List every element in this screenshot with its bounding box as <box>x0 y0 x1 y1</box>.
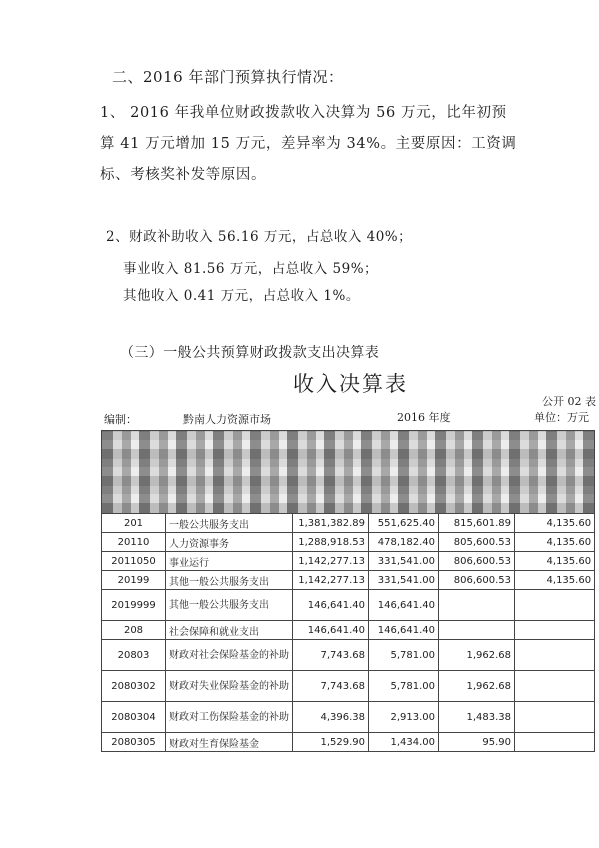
row-fiscal: 5,781.00 <box>369 671 439 702</box>
row-total: 1,288,918.53 <box>293 533 369 552</box>
row-code: 20803 <box>102 640 166 671</box>
unit-label: 单位：万元 <box>534 411 589 424</box>
row-fiscal: 146,641.40 <box>369 621 439 640</box>
row-code: 208 <box>102 621 166 640</box>
org-label: 编制： <box>104 413 137 426</box>
row-fiscal: 2,913.00 <box>369 702 439 733</box>
table-row <box>102 621 595 640</box>
row-other <box>515 733 595 752</box>
table-row <box>102 571 595 590</box>
table-row <box>102 671 595 702</box>
row-code: 2080304 <box>102 702 166 733</box>
paragraph1-line1: 1、 2016 年我单位财政拨款收入决算为 56 万元，比年初预 <box>100 105 507 121</box>
row-total: 7,743.68 <box>293 671 369 702</box>
row-total: 146,641.40 <box>293 590 369 621</box>
row-business: 805,600.53 <box>439 533 515 552</box>
row-business: 806,600.53 <box>439 571 515 590</box>
paragraph1-line3: 标、考核奖补发等原因。 <box>100 167 267 183</box>
row-fiscal: 551,625.40 <box>369 514 439 533</box>
row-name: 一般公共服务支出 <box>166 514 293 533</box>
row-business: 1,962.68 <box>439 671 515 702</box>
row-name: 其他一般公共服务支出 <box>166 590 293 621</box>
row-other: 4,135.60 <box>515 533 595 552</box>
row-name: 财政对失业保险基金的补助 <box>166 671 293 702</box>
row-code: 20110 <box>102 533 166 552</box>
row-business: 95.90 <box>439 733 515 752</box>
year-label: 2016 年度 <box>397 411 451 424</box>
row-other <box>515 671 595 702</box>
row-name: 人力资源事务 <box>166 533 293 552</box>
row-other <box>515 621 595 640</box>
row-business <box>439 590 515 621</box>
row-total: 1,142,277.13 <box>293 552 369 571</box>
row-total: 1,142,277.13 <box>293 571 369 590</box>
row-fiscal: 478,182.40 <box>369 533 439 552</box>
table-row <box>102 533 595 552</box>
row-total: 1,529.90 <box>293 733 369 752</box>
row-code: 2080302 <box>102 671 166 702</box>
row-name: 财政对工伤保险基金的补助 <box>166 702 293 733</box>
paragraph2-line3: 其他收入 0.41 万元，占总收入 1%。 <box>123 288 360 304</box>
row-total: 7,743.68 <box>293 640 369 671</box>
row-other: 4,135.60 <box>515 571 595 590</box>
row-business: 1,483.38 <box>439 702 515 733</box>
row-business: 815,601.89 <box>439 514 515 533</box>
row-code: 201 <box>102 514 166 533</box>
expenditure-table <box>101 430 595 752</box>
row-fiscal: 331,541.00 <box>369 571 439 590</box>
row-business <box>439 621 515 640</box>
row-name: 社会保障和就业支出 <box>166 621 293 640</box>
row-total: 4,396.38 <box>293 702 369 733</box>
org-name: 黔南人力资源市场 <box>183 413 271 426</box>
row-business: 1,962.68 <box>439 640 515 671</box>
table-row <box>102 733 595 752</box>
table-header-row <box>102 431 595 514</box>
section-heading: 二、2016 年部门预算执行情况： <box>112 68 344 86</box>
table-row <box>102 552 595 571</box>
row-code: 20199 <box>102 571 166 590</box>
row-other: 4,135.60 <box>515 552 595 571</box>
row-code: 2011050 <box>102 552 166 571</box>
row-code: 2080305 <box>102 733 166 752</box>
table-row <box>102 640 595 671</box>
table-row <box>102 514 595 533</box>
row-code: 2019999 <box>102 590 166 621</box>
row-fiscal: 146,641.40 <box>369 590 439 621</box>
form-code: 公开 02 表 <box>542 395 596 408</box>
subsection-heading: （三）一般公共预算财政拨款支出决算表 <box>120 345 380 361</box>
row-other <box>515 702 595 733</box>
paragraph2-line2: 事业收入 81.56 万元，占总收入 59%； <box>123 261 379 277</box>
row-name: 财政对社会保险基金的补助 <box>166 640 293 671</box>
table-title: 收入决算表 <box>293 372 408 396</box>
row-other <box>515 640 595 671</box>
table-header-mosaic <box>102 431 595 514</box>
paragraph1-line2: 算 41 万元增加 15 万元，差异率为 34%。主要原因：工资调 <box>100 136 517 152</box>
row-total: 146,641.40 <box>293 621 369 640</box>
row-business: 806,600.53 <box>439 552 515 571</box>
row-name: 财政对生育保险基金 <box>166 733 293 752</box>
row-fiscal: 1,434.00 <box>369 733 439 752</box>
paragraph2-line1: 2、财政补助收入 56.16 万元，占总收入 40%； <box>106 229 413 245</box>
row-name: 事业运行 <box>166 552 293 571</box>
table-row <box>102 590 595 621</box>
row-total: 1,381,382.89 <box>293 514 369 533</box>
table-row <box>102 702 595 733</box>
row-name: 其他一般公共服务支出 <box>166 571 293 590</box>
row-fiscal: 5,781.00 <box>369 640 439 671</box>
row-other <box>515 590 595 621</box>
row-other: 4,135.60 <box>515 514 595 533</box>
row-fiscal: 331,541.00 <box>369 552 439 571</box>
